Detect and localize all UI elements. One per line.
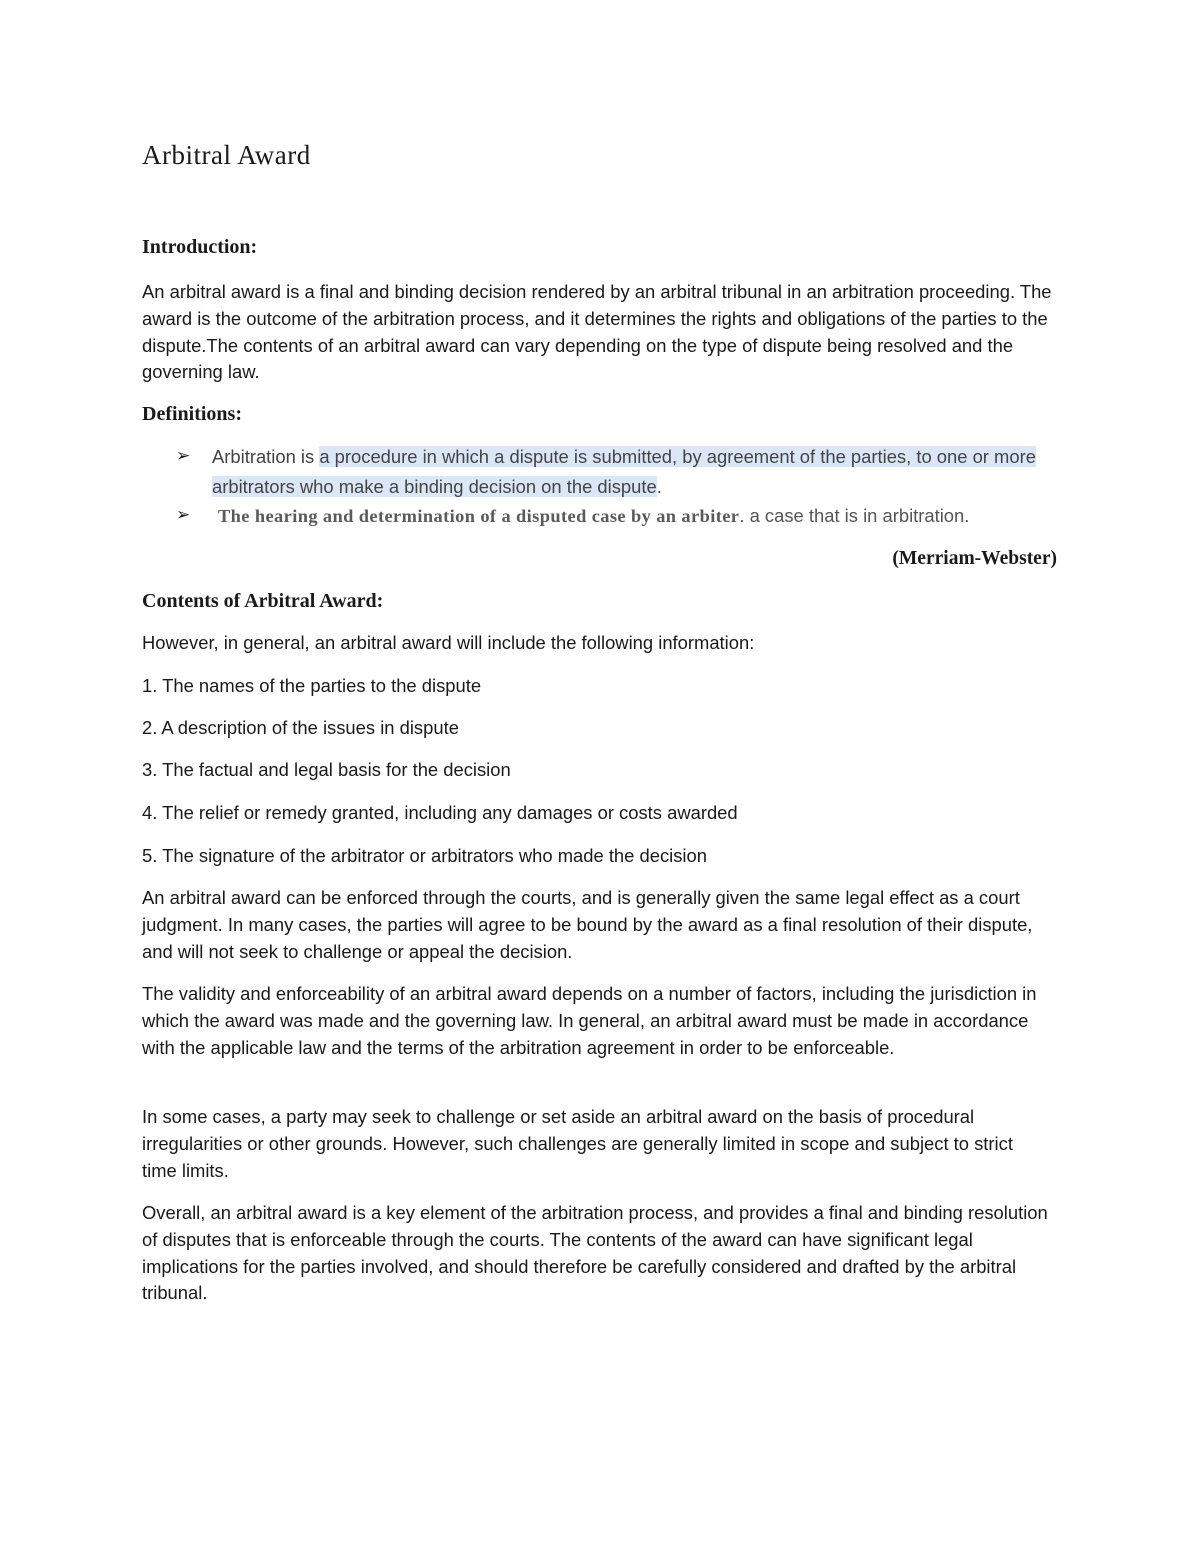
list-item: 5. The signature of the arbitrator or arbitrators who made the decision bbox=[142, 845, 707, 866]
list-item: 1. The names of the parties to the dispute bbox=[142, 675, 482, 696]
arrow-bullet-icon: ➢ bbox=[176, 446, 191, 466]
highlighted-definition: a procedure in which a dispute is submitted, by agreement of the parties, to one or more arbitrators who make a binding decision on the dispute bbox=[212, 446, 1036, 497]
definition-bold: The hearing and determination of a disputed case by an arbiter bbox=[218, 506, 740, 526]
body-paragraph: The validity and enforceability of an arbitral award depends on a number of factors, including the jurisdiction in which the award was made and the governing law. In general, an arbitral award must be made in accordance with the applicable law and the terms of the arbitration agreement in order to be enforceable. bbox=[142, 983, 1037, 1058]
arrow-bullet-icon: ➢ bbox=[176, 505, 191, 525]
document-title: Arbitral Award bbox=[142, 140, 311, 170]
body-paragraph: Overall, an arbitral award is a key element of the arbitration process, and provides a final and binding resolution of disputes that is enforceable through the courts. The contents of the award can have significant legal implications for the parties involved, and should therefore be carefully considered and drafted by the arbitral tribunal. bbox=[142, 1202, 1048, 1304]
definition-tail: . bbox=[656, 475, 662, 497]
definition-text bbox=[218, 501, 1056, 532]
definition-source: (Merriam-Webster) bbox=[892, 548, 1057, 569]
introduction-heading: Introduction: bbox=[142, 236, 258, 258]
list-item: 2. A description of the issues in dispute bbox=[142, 717, 459, 738]
list-item: 4. The relief or remedy granted, including any damages or costs awarded bbox=[142, 802, 738, 823]
body-paragraph: In some cases, a party may seek to challenge or set aside an arbitral award on the basis of procedural irregularities or other grounds. However, such challenges are generally limited in scope and subject to strict time limits. bbox=[142, 1106, 1013, 1181]
definition-text bbox=[212, 442, 1056, 501]
definition-item bbox=[176, 442, 1056, 501]
definition-rest: . a case that is in arbitration. bbox=[739, 505, 970, 526]
contents-intro: However, in general, an arbitral award will include the following information: bbox=[142, 632, 755, 653]
body-paragraph: An arbitral award can be enforced through the courts, and is generally given the same legal effect as a court judgment. In many cases, the parties will agree to be bound by the award as a final resolution of their dispute, and will not seek to challenge or appeal the decision. bbox=[142, 887, 1033, 962]
definition-lead: Arbitration is bbox=[212, 446, 320, 467]
list-item: 3. The factual and legal basis for the decision bbox=[142, 759, 511, 780]
contents-heading: Contents of Arbitral Award: bbox=[142, 590, 384, 612]
definition-item bbox=[176, 501, 1056, 532]
introduction-paragraph: An arbitral award is a final and binding decision rendered by an arbitral tribunal in an arbitration proceeding. The award is the outcome of the arbitration process, and it determines the rights and obligations of the parties to the dispute.The contents of an arbitral award can vary depending on the type of dispute being resolved and the governing law. bbox=[142, 281, 1052, 383]
definitions-heading: Definitions: bbox=[142, 403, 242, 425]
